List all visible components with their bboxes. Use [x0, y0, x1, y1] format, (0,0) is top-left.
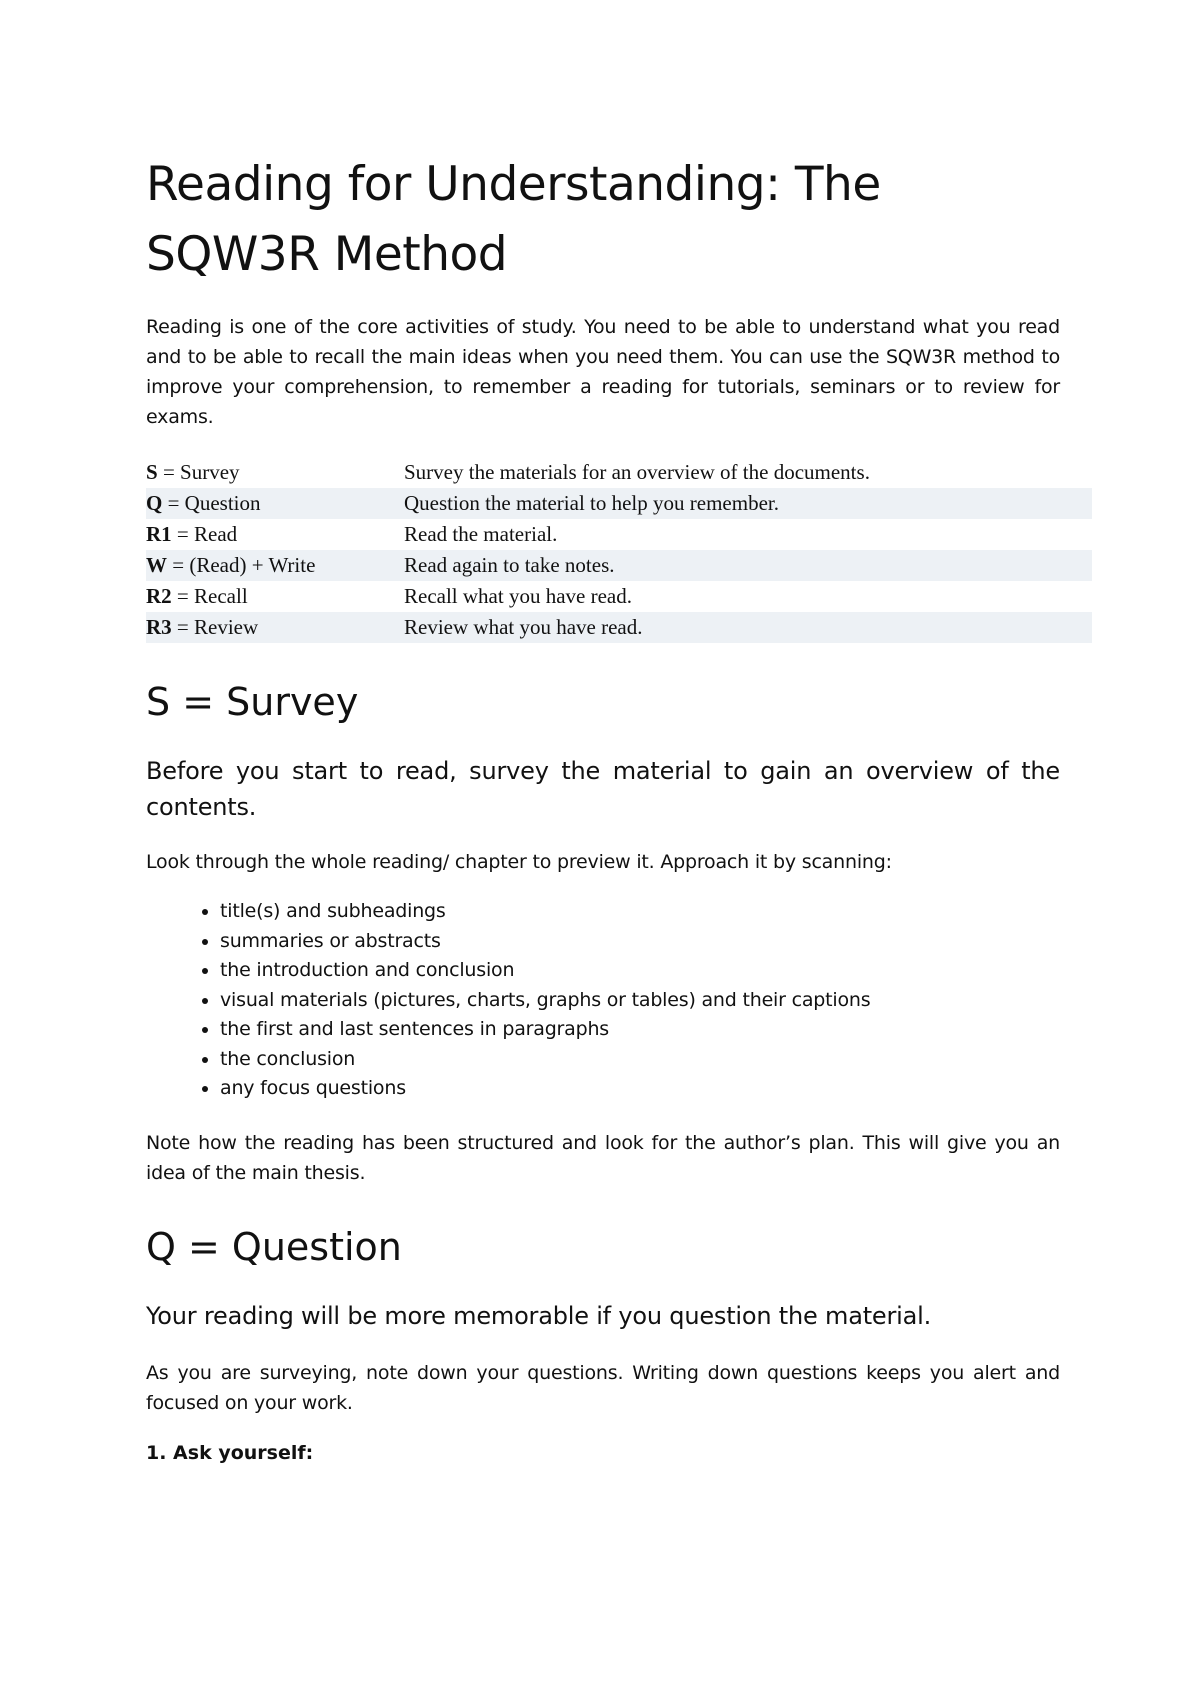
list-item: • title(s) and subheadings [220, 897, 1060, 927]
step-description: Read again to take notes. [404, 550, 1092, 581]
question-section [146, 1222, 1060, 1468]
survey-lead: Before you start to read, survey the material to gain an overview of the contents. [146, 757, 1060, 821]
step-key: W = (Read) + Write [146, 550, 404, 581]
survey-section [146, 677, 1060, 1188]
list-item: • visual materials (pictures, charts, graphs or tables) and their captions [220, 986, 1060, 1016]
step-key: R3 = Review [146, 612, 404, 643]
list-item: • any focus questions [220, 1074, 1060, 1104]
table-row [146, 581, 1092, 612]
step-description: Review what you have read. [404, 612, 1092, 643]
sqw3r-steps-table [146, 457, 1092, 643]
step-key: Q = Question [146, 488, 404, 519]
survey-note: Note how the reading has been structured and look for the author’s plan. This will give you an idea of the main thesis. [146, 1131, 1060, 1184]
question-heading: Q = Question [146, 1224, 402, 1269]
question-lead: Your reading will be more memorable if you question the material. [146, 1301, 932, 1330]
step-key: R2 = Recall [146, 584, 248, 608]
step-description: Recall what you have read. [404, 584, 632, 608]
table-row [146, 457, 1092, 488]
list-item: • the introduction and conclusion [220, 956, 1060, 986]
table-row [146, 519, 1092, 550]
document-title: Reading for Understanding: The SQW3R Method [146, 157, 881, 282]
list-item: • the conclusion [220, 1045, 1060, 1075]
step-description: Question the material to help you remember. [404, 488, 1092, 519]
table-row [146, 550, 1092, 581]
ask-yourself-label: 1. Ask yourself: [146, 1441, 314, 1464]
step-key: S = Survey [146, 460, 240, 484]
step-key: R1 = Read [146, 522, 238, 546]
table-row [146, 612, 1092, 643]
survey-heading: S = Survey [146, 680, 359, 724]
list-item: • the first and last sentences in paragraphs [220, 1015, 1060, 1045]
table-row [146, 488, 1092, 519]
survey-text: Look through the whole reading/ chapter to preview it. Approach it by scanning: [146, 851, 892, 873]
document-page [146, 150, 1060, 1468]
list-item: • summaries or abstracts [220, 927, 1060, 957]
intro-paragraph: Reading is one of the core activities of study. You need to be able to understand what you read and to be able to recall the main ideas when you need them. You can use the SQW3R method to improve your comprehension, to remember a reading for tutorials, seminars or to review for exams. [146, 316, 1060, 428]
step-description: Read the material. [404, 522, 558, 546]
step-description: Survey the materials for an overview of the documents. [404, 460, 870, 484]
question-text: As you are surveying, note down your questions. Writing down questions keeps you alert and focused on your work. [146, 1361, 1060, 1414]
survey-bullet-list [146, 897, 1060, 1104]
